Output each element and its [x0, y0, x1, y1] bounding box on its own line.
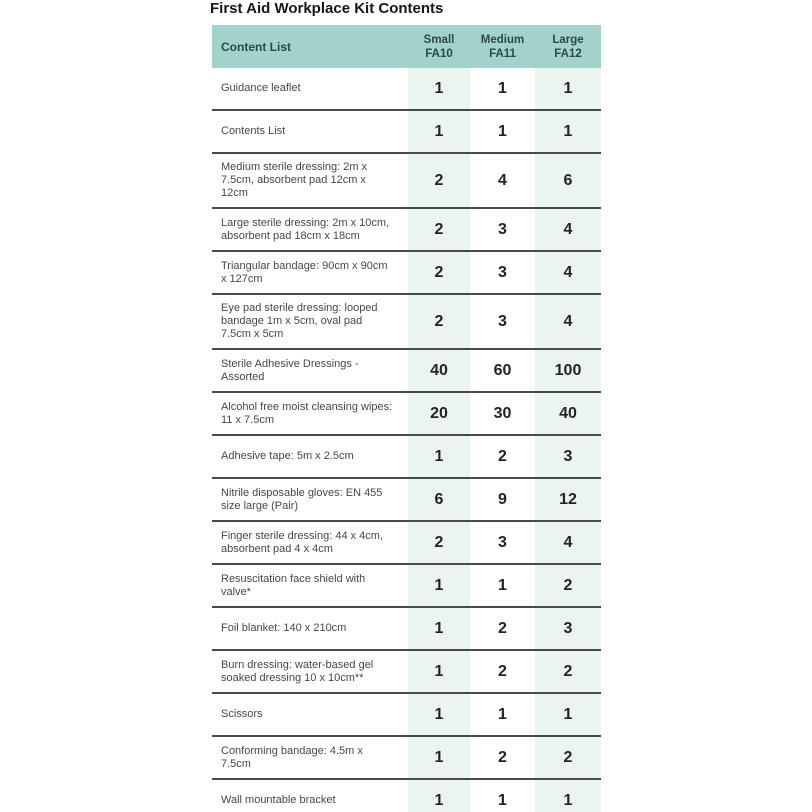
- item-name: Sterile Adhesive Dressings - Assorted: [221, 357, 359, 383]
- table-row: [212, 780, 601, 812]
- qty-large: 100: [535, 350, 601, 391]
- table-row: [212, 479, 601, 522]
- qty-small: 40: [408, 350, 470, 391]
- qty-small: 1: [408, 436, 470, 477]
- item-name: Large sterile dressing: 2m x 10cm, absorbent pad 18cm x 18cm: [221, 216, 390, 242]
- qty-small: 1: [408, 608, 470, 649]
- qty-small: 2: [408, 522, 470, 563]
- qty-large: 2: [535, 651, 601, 692]
- qty-small: 1: [408, 68, 470, 109]
- qty-large: 1: [535, 694, 601, 735]
- qty-medium: 1: [498, 576, 507, 594]
- table-row: [212, 737, 601, 780]
- qty-medium: 60: [493, 361, 512, 379]
- qty-large: 3: [535, 436, 601, 477]
- qty-medium: 3: [498, 220, 507, 238]
- qty-large: 6: [535, 154, 601, 207]
- qty-medium: 2: [498, 662, 507, 680]
- item-name: Medium sterile dressing: 2m x 7.5cm, absorbent pad 12cm x 12cm: [221, 161, 368, 199]
- size-label: Small: [423, 33, 455, 46]
- page-title: First Aid Workplace Kit Contents: [210, 0, 444, 17]
- item-name: Finger sterile dressing: 44 x 4cm, absorbent pad 4 x 4cm: [221, 529, 384, 555]
- table-row: [212, 154, 601, 209]
- qty-medium: 1: [498, 705, 507, 723]
- qty-small: 1: [408, 111, 470, 152]
- qty-medium: 2: [498, 748, 507, 766]
- item-name: Scissors: [221, 708, 263, 720]
- item-name: Nitrile disposable gloves: EN 455 size large (Pair): [221, 486, 383, 512]
- qty-large: 4: [535, 295, 601, 348]
- size-code: FA11: [489, 47, 516, 60]
- table-row: [212, 393, 601, 436]
- qty-small: 1: [408, 780, 470, 812]
- qty-medium: 3: [498, 533, 507, 551]
- qty-large: 2: [535, 565, 601, 606]
- item-name: Guidance leaflet: [221, 82, 301, 94]
- qty-medium: 9: [498, 490, 507, 508]
- item-name: Wall mountable bracket: [221, 794, 336, 806]
- item-name: Adhesive tape: 5m x 2.5cm: [221, 450, 354, 462]
- item-name: Resuscitation face shield with valve*: [221, 572, 366, 598]
- header-small-fa10: [408, 25, 470, 68]
- qty-medium: 3: [498, 263, 507, 281]
- qty-small: 1: [408, 737, 470, 778]
- item-name: Eye pad sterile dressing: looped bandage 1m x 5cm, oval pad 7.5cm x 5cm: [221, 302, 378, 340]
- qty-large: 1: [535, 68, 601, 109]
- qty-medium: 2: [498, 447, 507, 465]
- header-medium-fa11: [470, 25, 535, 68]
- table-row: [212, 608, 601, 651]
- table-row: [212, 252, 601, 295]
- table-header-row: [212, 25, 601, 68]
- qty-medium: 2: [498, 619, 507, 637]
- qty-small: 2: [408, 154, 470, 207]
- size-code: FA10: [425, 47, 453, 60]
- table-row: [212, 68, 601, 111]
- qty-large: 4: [535, 252, 601, 293]
- size-label: Large: [552, 33, 584, 46]
- qty-small: 6: [408, 479, 470, 520]
- qty-small: 1: [408, 651, 470, 692]
- kit-contents-table: [212, 25, 601, 812]
- qty-large: 2: [535, 737, 601, 778]
- table-row: [212, 565, 601, 608]
- qty-large: 12: [535, 479, 601, 520]
- item-name: Triangular bandage: 90cm x 90cm x 127cm: [221, 259, 388, 285]
- qty-medium: 1: [498, 122, 507, 140]
- qty-medium: 4: [498, 171, 507, 189]
- header-content-list: Content List: [221, 39, 291, 54]
- qty-small: 20: [408, 393, 470, 434]
- table-row: [212, 295, 601, 350]
- size-label: Medium: [480, 33, 525, 46]
- table-row: [212, 522, 601, 565]
- table-row: [212, 651, 601, 694]
- qty-large: 1: [535, 780, 601, 812]
- qty-large: 40: [535, 393, 601, 434]
- qty-small: 2: [408, 209, 470, 250]
- table-row: [212, 350, 601, 393]
- table-row: [212, 694, 601, 737]
- table-body: [212, 68, 601, 812]
- item-name: Foil blanket: 140 x 210cm: [221, 622, 347, 634]
- header-large-fa12: [535, 25, 601, 68]
- table-row: [212, 209, 601, 252]
- item-name: Contents List: [221, 125, 286, 137]
- table-row: [212, 436, 601, 479]
- qty-medium: 1: [498, 791, 507, 809]
- qty-small: 1: [408, 565, 470, 606]
- item-name: Alcohol free moist cleansing wipes: 11 x 7.5cm: [221, 400, 393, 426]
- qty-small: 2: [408, 295, 470, 348]
- size-code: FA12: [554, 47, 582, 60]
- item-name: Conforming bandage: 4.5m x 7.5cm: [221, 744, 363, 770]
- qty-large: 4: [535, 522, 601, 563]
- qty-medium: 30: [493, 404, 512, 422]
- qty-medium: 1: [498, 79, 507, 97]
- qty-large: 4: [535, 209, 601, 250]
- table-row: [212, 111, 601, 154]
- qty-medium: 3: [498, 312, 507, 330]
- qty-small: 1: [408, 694, 470, 735]
- item-name: Burn dressing: water-based gel soaked dressing 10 x 10cm**: [221, 658, 374, 684]
- qty-large: 1: [535, 111, 601, 152]
- qty-small: 2: [408, 252, 470, 293]
- qty-large: 3: [535, 608, 601, 649]
